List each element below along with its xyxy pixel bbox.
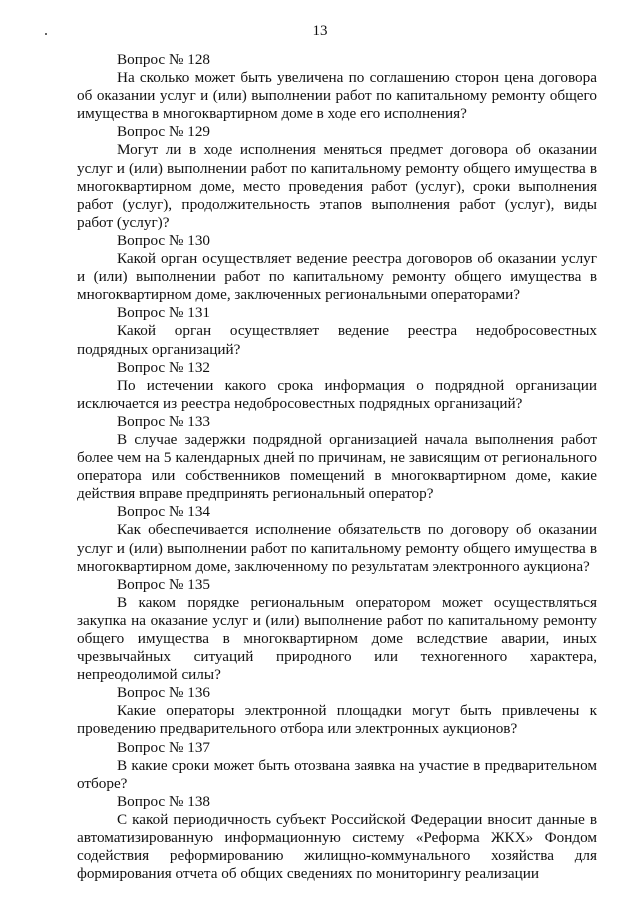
question-item bbox=[77, 503, 597, 575]
questions-list bbox=[77, 51, 597, 883]
question-item bbox=[77, 576, 597, 685]
question-text: По истечении какого срока информация о подрядной организации исключается из реестра недобросовестных подрядных организаций? bbox=[77, 376, 597, 412]
question-title: Вопрос № 128 bbox=[117, 51, 211, 68]
question-title: Вопрос № 138 bbox=[117, 792, 211, 810]
question-text: Какой орган осуществляет ведение реестра недобросовестных подрядных организаций? bbox=[77, 322, 597, 358]
question-item bbox=[77, 232, 597, 304]
question-title: Вопрос № 131 bbox=[117, 304, 211, 322]
question-item bbox=[77, 684, 597, 738]
question-item bbox=[77, 123, 597, 232]
scan-artifact-dot bbox=[45, 33, 47, 35]
question-item bbox=[77, 739, 597, 793]
question-title: Вопрос № 136 bbox=[117, 684, 211, 702]
question-title: Вопрос № 129 bbox=[117, 123, 211, 141]
question-text: В какие сроки может быть отозвана заявка на участие в предварительном отборе? bbox=[77, 756, 597, 792]
question-text: Могут ли в ходе исполнения меняться предмет договора об оказании услуг и (или) выполнении работ по капитальному ремонту общего имущества в многоквартирном доме, место проведения работ (услуг), сроки выполнения работ (услуг), продолжительность этапов выполнения работ (услуг), виды работ (услуг)? bbox=[77, 141, 597, 231]
question-text: Какие операторы электронной площадки могут быть привлечены к проведению предварительного отбора или электронных аукционов? bbox=[77, 702, 597, 738]
question-title: Вопрос № 134 bbox=[117, 503, 211, 521]
question-item bbox=[77, 359, 597, 413]
question-title: Вопрос № 130 bbox=[117, 231, 211, 249]
question-text: В каком порядке региональным оператором может осуществляться закупка на оказание услуг и (или) выполнение работ по капитальному ремонту общего имущества в многоквартирном доме вследствие аварии, иных чрезвычайных ситуаций природного или техногенного характера, непреодолимой силы? bbox=[77, 593, 597, 684]
question-text: Какой орган осуществляет ведение реестра договоров об оказании услуг и (или) выполнении работ по капитальному ремонту общего имущества в многоквартирном доме, заключенных региональными операторами? bbox=[77, 250, 597, 304]
question-item bbox=[77, 793, 597, 883]
question-title: Вопрос № 133 bbox=[117, 412, 211, 430]
question-title: Вопрос № 132 bbox=[117, 358, 211, 376]
question-title: Вопрос № 137 bbox=[117, 738, 211, 756]
question-text: На сколько может быть увеличена по соглашению сторон цена договора об оказании услуг и (или) выполнении работ по капитальному ремонту общего имущества в многоквартирном доме в ходе его исполнения? bbox=[77, 69, 597, 123]
question-text: В случае задержки подрядной организацией начала выполнения работ более чем на 5 календарных дней по причинам, не зависящим от регионального оператора или собственников помещений в многоквартирном доме, какие действия вправе предпринять региональный оператор? bbox=[77, 430, 597, 503]
question-item bbox=[77, 304, 597, 358]
page-number: 13 bbox=[312, 23, 328, 39]
question-text: С какой периодичность субъект Российской Федерации вносит данные в автоматизированную информационную систему «Реформа ЖКХ» Фондом содействия реформированию жилищно-коммунального хозяйства для формирования отчета об общих сведениях по мониторингу реализации bbox=[77, 810, 597, 883]
question-text: Как обеспечивается исполнение обязательств по договору об оказании услуг и (или) выполнении работ по капитальному ремонту общего имущества в многоквартирном доме, заключенному по результатам электронного аукциона? bbox=[77, 521, 597, 575]
question-title: Вопрос № 135 bbox=[117, 575, 211, 593]
question-item bbox=[77, 413, 597, 503]
question-item bbox=[77, 51, 597, 123]
